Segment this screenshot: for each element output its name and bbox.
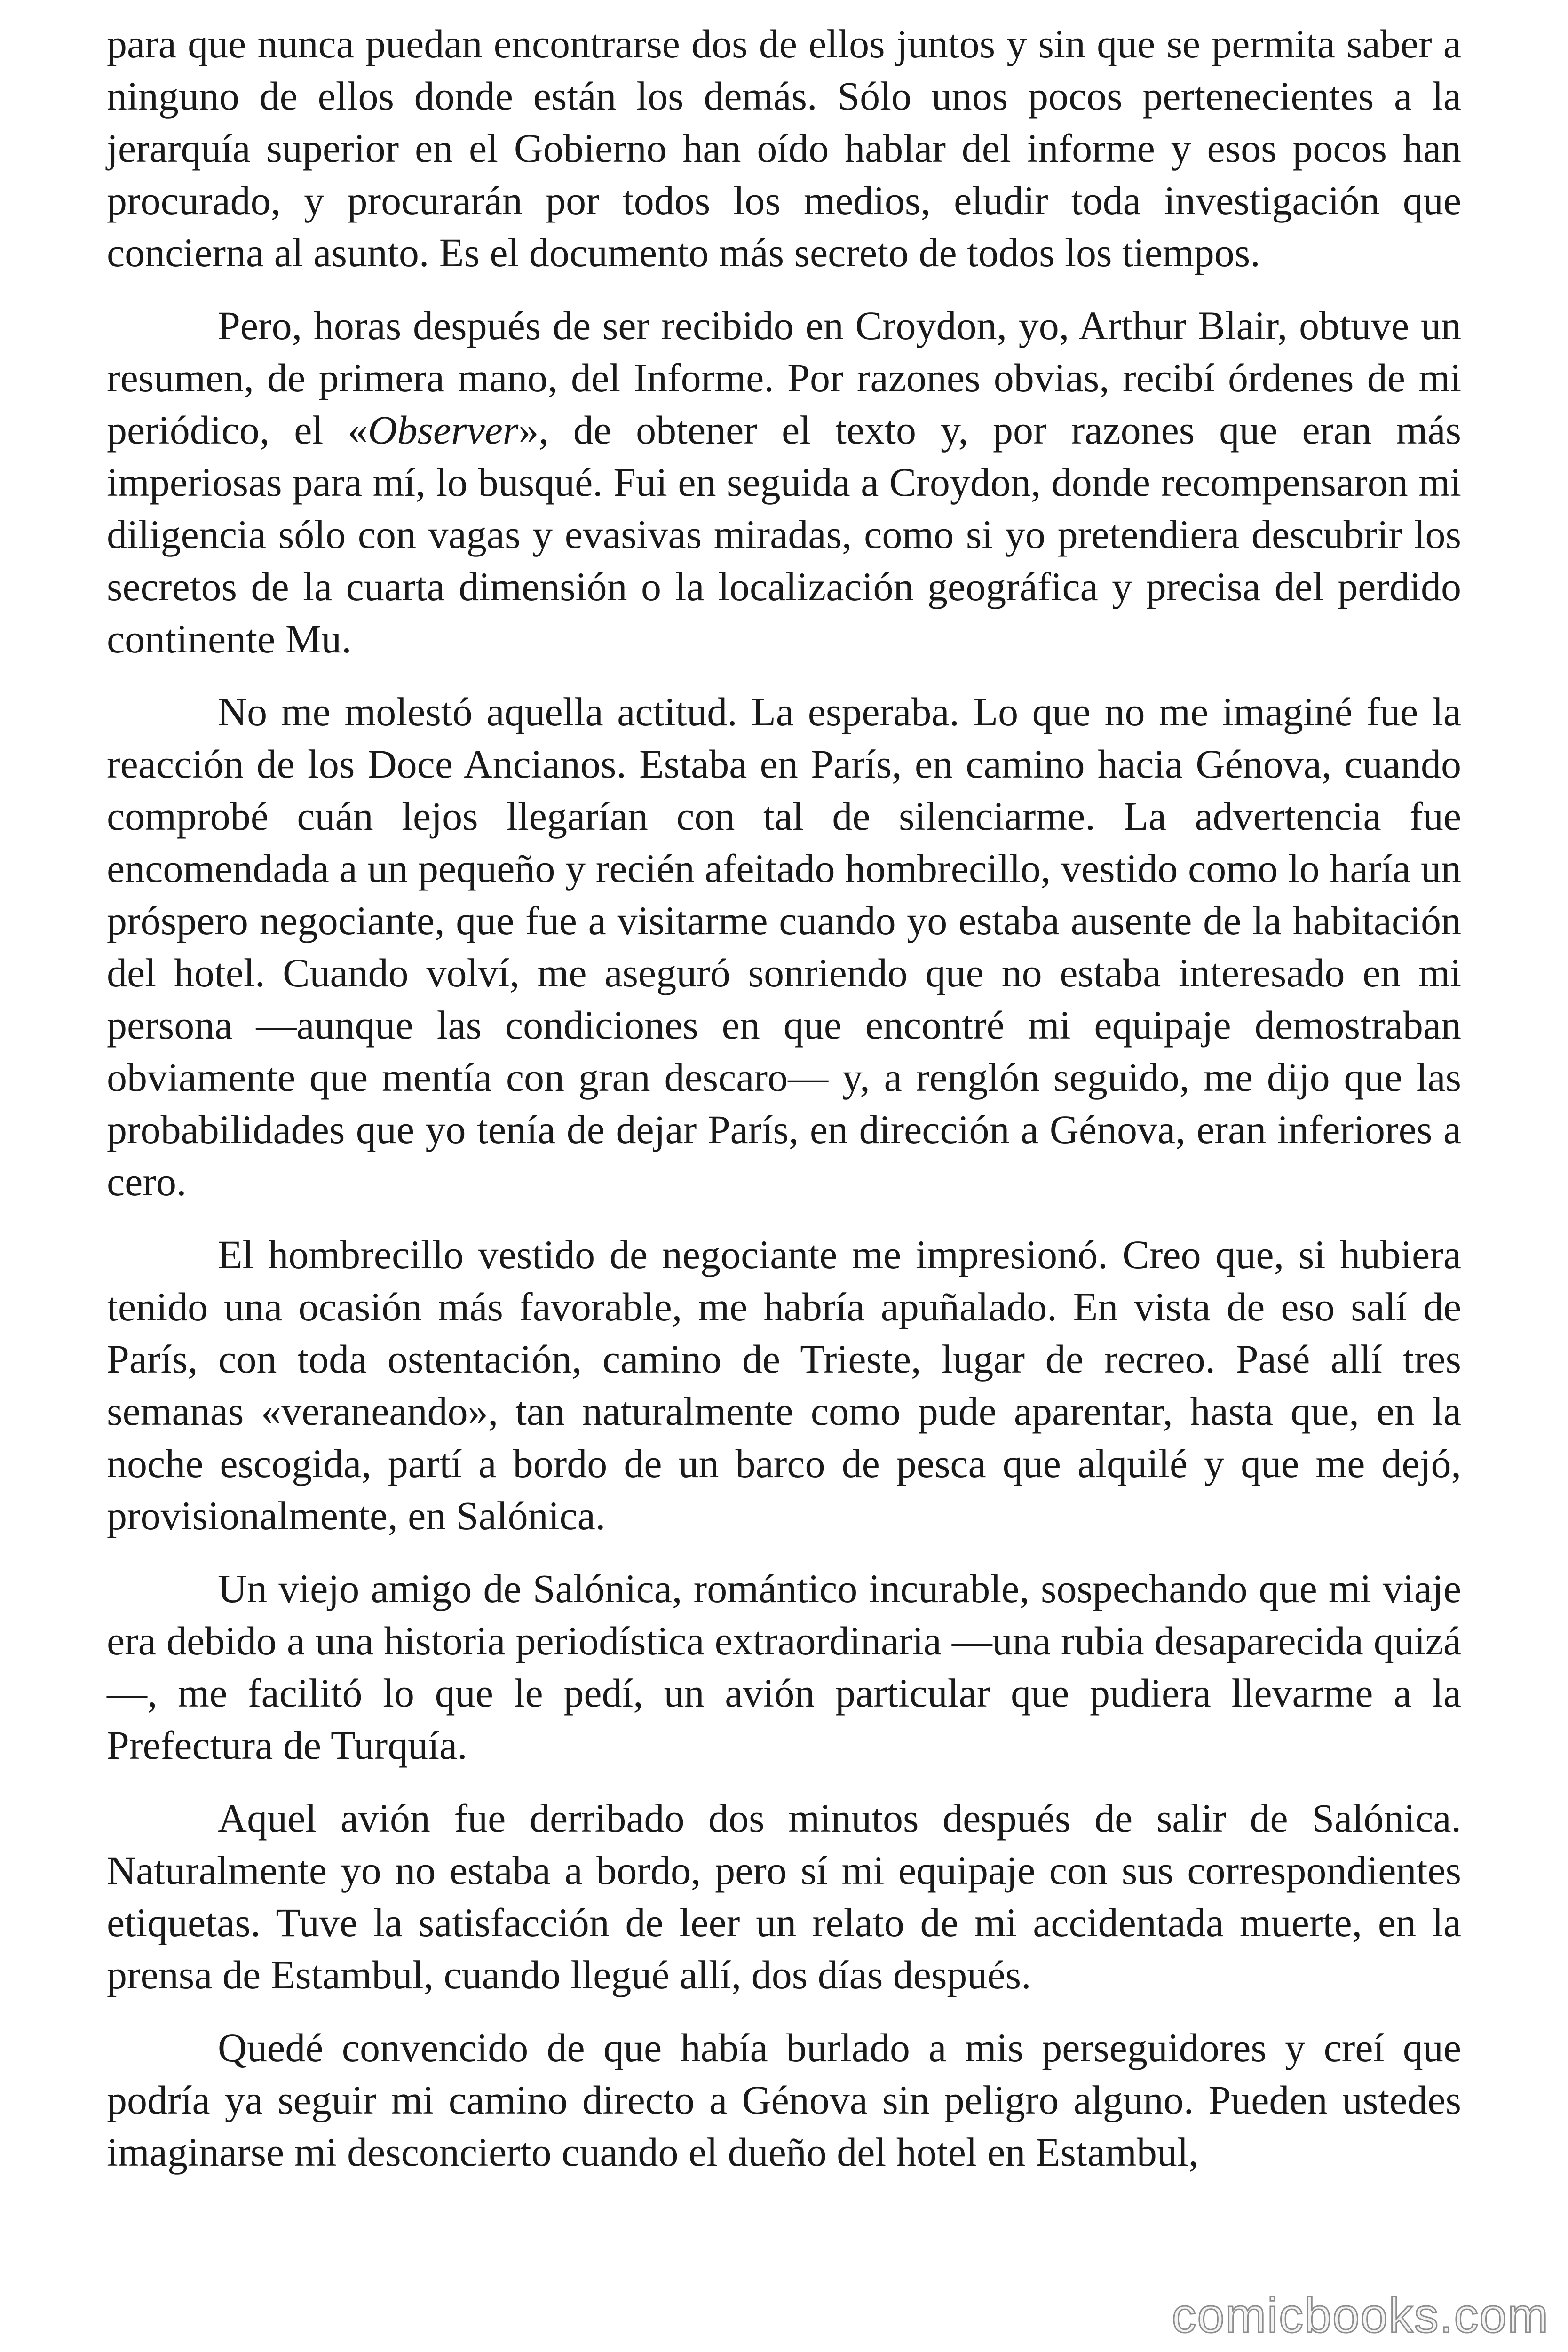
paragraph-7: [107, 2022, 1461, 2178]
page-body: [107, 18, 1461, 2199]
paragraph-5: [107, 1563, 1461, 1772]
paragraph-1: [107, 18, 1461, 279]
watermark: comicbooks.com: [1172, 2288, 1549, 2343]
paragraph-6: [107, 1792, 1461, 2001]
paragraph-6-text: Aquel avión fue derribado dos minutos después de salir de Salónica. Naturalmente yo no estaba a bordo, pero sí mi equipaje con sus correspondientes etiquetas. Tuve la satisfacción de leer un relato de mi accidentada muerte, en la prensa de Estambul, cuando llegué allí, dos días después.: [107, 1796, 1461, 1997]
paragraph-4: [107, 1229, 1461, 1542]
paragraph-5-text: Un viejo amigo de Salónica, romántico incurable, sospechando que mi viaje era debido a una historia periodística extraordinaria —una rubia desaparecida quizá—, me facilitó lo que le pedí, un avión particular que pudiera llevarme a la Prefectura de Turquía.: [107, 1566, 1461, 1768]
paragraph-3: [107, 686, 1461, 1208]
paragraph-2-text-before: Pero, horas después de ser recibido en Croydon, yo, Arthur Blair, obtuve un resumen, de primera mano, del Informe. Por razones obvias, recibí órdenes de mi periódico, el «: [107, 303, 1461, 453]
paragraph-1-text: para que nunca puedan encontrarse dos de ellos juntos y sin que se permita saber a ninguno de ellos donde están los demás. Sólo unos pocos pertenecientes a la jerarquía superior en el Gobierno han oído hablar del informe y esos pocos han procurado, y procurarán por todos los medios, eludir toda investigación que concierna al asunto. Es el documento más secreto de todos los tiempos.: [107, 21, 1461, 275]
newspaper-title: Observer: [368, 407, 519, 453]
paragraph-3-text: No me molestó aquella actitud. La esperaba. Lo que no me imaginé fue la reacción de los Doce Ancianos. Estaba en París, en camino hacia Génova, cuando comprobé cuán lejos llegarían con tal de silenciarme. La advertencia fue encomendada a un pequeño y recién afeitado hombrecillo, vestido como lo haría un próspero negociante, que fue a visitarme cuando yo estaba ausente de la habitación del hotel. Cuando volví, me aseguró sonriendo que no estaba interesado en mi persona —aunque las condiciones en que encontré mi equipaje demostraban obviamente que mentía con gran descaro— y, a renglón seguido, me dijo que las probabilidades que yo tenía de dejar París, en dirección a Génova, eran inferiores a cero.: [107, 689, 1461, 1204]
paragraph-4-text: El hombrecillo vestido de negociante me impresionó. Creo que, si hubiera tenido una ocasión más favorable, me habría apuñalado. En vista de eso salí de París, con toda ostentación, camino de Trieste, lugar de recreo. Pasé allí tres semanas «veraneando», tan naturalmente como pude aparentar, hasta que, en la noche escogida, partí a bordo de un barco de pesca que alquilé y que me dejó, provisionalmente, en Salónica.: [107, 1232, 1461, 1538]
paragraph-2: [107, 300, 1461, 665]
paragraph-2-text-after: », de obtener el texto y, por razones que eran más imperiosas para mí, lo busqué. Fui en seguida a Croydon, donde recompensaron mi diligencia sólo con vagas y evasivas miradas, como si yo pretendiera descubrir los secretos de la cuarta dimensión o la localización geográfica y precisa del perdido continente Mu.: [107, 407, 1461, 661]
paragraph-7-text: Quedé convencido de que había burlado a mis perseguidores y creí que podría ya seguir mi camino directo a Génova sin peligro alguno. Pueden ustedes imaginarse mi desconcierto cuando el dueño del hotel en Estambul,: [107, 2025, 1461, 2175]
